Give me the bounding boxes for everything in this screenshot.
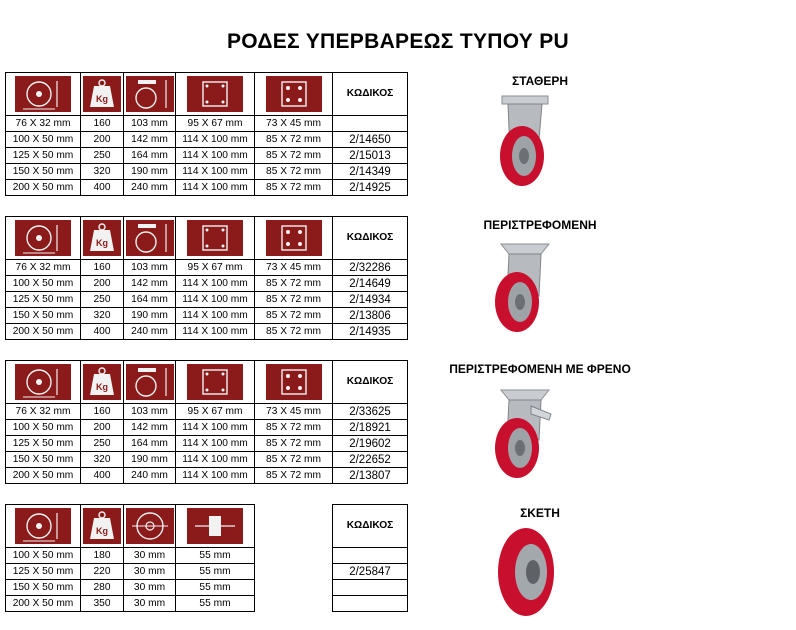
table-row: 200 X 50 mm 400 240 mm 114 X 100 mm 85 X 72 mm 2/14935 — [6, 324, 408, 340]
wheel-size-icon — [6, 361, 81, 404]
table-row: 100 X 50 mm 200 142 mm 114 X 100 mm 85 X 72 mm 2/14650 — [6, 132, 408, 148]
table-swivel-caster — [5, 216, 408, 340]
hub-length-icon — [176, 505, 255, 548]
label-swivel: ΠΕΡΙΣΤΡΕΦΟΜΕΝΗ — [483, 218, 597, 232]
table-wheel-only — [5, 504, 408, 612]
height-icon — [124, 217, 176, 260]
height-icon — [124, 361, 176, 404]
wheel-size-icon — [6, 217, 81, 260]
bolt-spacing-icon — [255, 73, 333, 116]
wheel-size-icon — [6, 73, 81, 116]
page-title: ΡΟΔΕΣ ΥΠΕΡΒΑΡΕΩΣ ΤΥΠΟΥ PU — [226, 30, 569, 53]
load-kg-icon — [81, 505, 124, 548]
table-row: 150 X 50 mm 280 30 mm 55 mm — [6, 580, 408, 596]
table-row: 125 X 50 mm 250 164 mm 114 X 100 mm 85 X 72 mm 2/14934 — [6, 292, 408, 308]
plate-size-icon — [176, 217, 255, 260]
load-kg-icon — [81, 361, 124, 404]
table-row: 76 X 32 mm 160 103 mm 95 X 67 mm 73 X 45 mm 2/32286 — [6, 260, 408, 276]
code-header: ΚΩΔΙΚΟΣ — [333, 505, 408, 548]
table-row: 150 X 50 mm 320 190 mm 114 X 100 mm 85 X 72 mm 2/13806 — [6, 308, 408, 324]
height-icon — [124, 73, 176, 116]
table-row: 150 X 50 mm 320 190 mm 114 X 100 mm 85 X 72 mm 2/22652 — [6, 452, 408, 468]
table-swivel-brake-caster — [5, 360, 408, 484]
load-kg-icon — [81, 217, 124, 260]
svg-text:Kg: Kg — [96, 526, 108, 536]
code-header: ΚΩΔΙΚΟΣ — [333, 217, 408, 260]
table-row: 200 X 50 mm 400 240 mm 114 X 100 mm 85 X 72 mm 2/13807 — [6, 468, 408, 484]
table-fixed-caster — [5, 72, 408, 196]
table-row: 100 X 50 mm 200 142 mm 114 X 100 mm 85 X 72 mm 2/18921 — [6, 420, 408, 436]
svg-text:Kg: Kg — [96, 382, 108, 392]
bolt-spacing-icon — [255, 361, 333, 404]
label-wheel-only: ΣΚΕΤΗ — [520, 506, 560, 520]
swivel-caster-image — [483, 238, 563, 338]
svg-text:Kg: Kg — [96, 94, 108, 104]
fixed-caster-image — [488, 92, 558, 192]
wheel-only-image — [488, 522, 568, 622]
swivel-brake-caster-image — [483, 384, 563, 484]
code-header: ΚΩΔΙΚΟΣ — [333, 361, 408, 404]
table-row: 200 X 50 mm 400 240 mm 114 X 100 mm 85 X 72 mm 2/14925 — [6, 180, 408, 196]
hub-diameter-icon — [124, 505, 176, 548]
load-kg-icon — [81, 73, 124, 116]
bolt-spacing-icon — [255, 217, 333, 260]
table-row: 125 X 50 mm 250 164 mm 114 X 100 mm 85 X 72 mm 2/19602 — [6, 436, 408, 452]
label-fixed: ΣΤΑΘΕΡΗ — [512, 74, 568, 88]
table-row: 125 X 50 mm 220 30 mm 55 mm 2/25847 — [6, 564, 408, 580]
table-row: 100 X 50 mm 180 30 mm 55 mm — [6, 548, 408, 564]
code-header: ΚΩΔΙΚΟΣ — [333, 73, 408, 116]
plate-size-icon — [176, 361, 255, 404]
table-row: 76 X 32 mm 160 103 mm 95 X 67 mm 73 X 45 mm — [6, 116, 408, 132]
table-row: 76 X 32 mm 160 103 mm 95 X 67 mm 73 X 45 mm 2/33625 — [6, 404, 408, 420]
table-row: 125 X 50 mm 250 164 mm 114 X 100 mm 85 X 72 mm 2/15013 — [6, 148, 408, 164]
svg-text:Kg: Kg — [96, 238, 108, 248]
table-row: 100 X 50 mm 200 142 mm 114 X 100 mm 85 X 72 mm 2/14649 — [6, 276, 408, 292]
table-row: 150 X 50 mm 320 190 mm 114 X 100 mm 85 X 72 mm 2/14349 — [6, 164, 408, 180]
wheel-size-icon — [6, 505, 81, 548]
label-swivel-brake: ΠΕΡΙΣΤΡΕΦΟΜΕΝΗ ΜΕ ΦΡΕΝΟ — [449, 362, 631, 376]
table-row: 200 X 50 mm 350 30 mm 55 mm — [6, 596, 408, 612]
plate-size-icon — [176, 73, 255, 116]
